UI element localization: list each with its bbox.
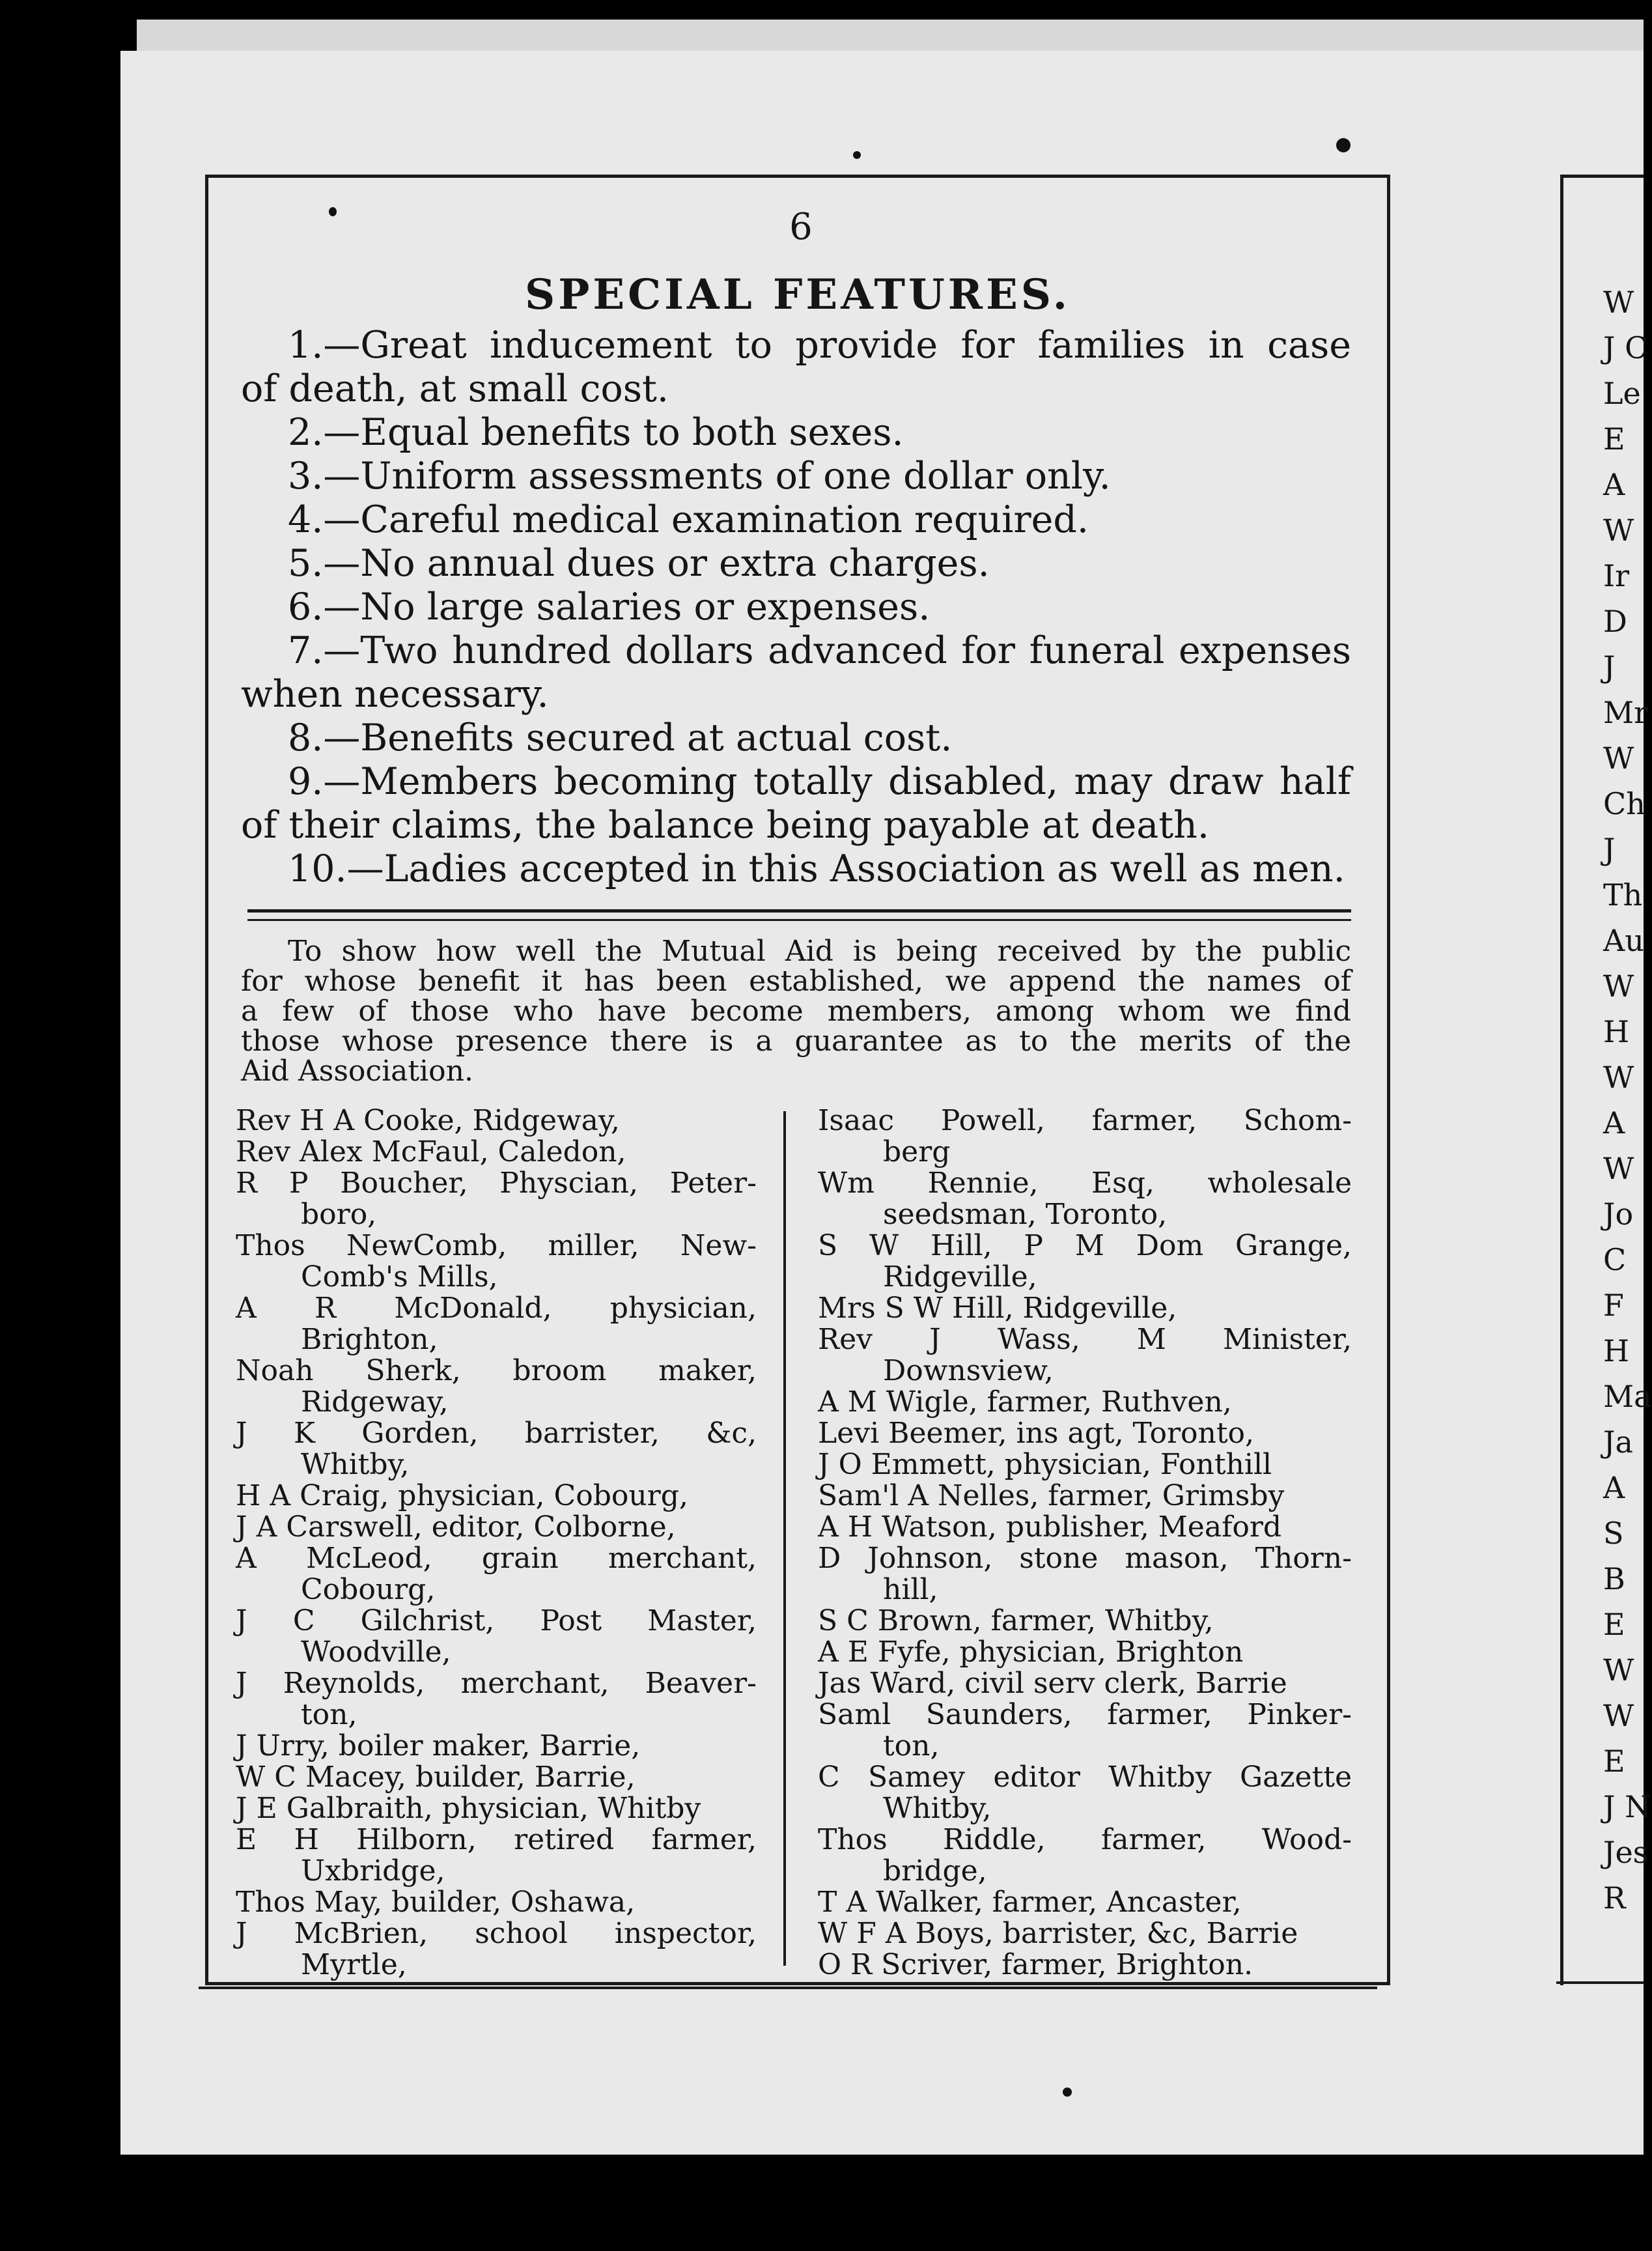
adjacent-page-fragment: W: [1603, 285, 1634, 320]
member-entry: Mrs S W Hill, Ridgeville,: [818, 1292, 1177, 1325]
adjacent-page-fragment: W: [1603, 969, 1634, 1004]
adjacent-page-fragment: E: [1603, 1744, 1625, 1779]
adjacent-page-top-rule: [1560, 175, 1644, 178]
feature-line: of their claims, the balance being payable at death.: [241, 804, 1209, 847]
member-entry: S W Hill, P M Dom Grange,: [818, 1229, 1352, 1262]
frame-bottom-rule: [199, 1987, 1377, 1989]
member-entry: J C Gilchrist, Post Master,: [236, 1604, 757, 1637]
ink-speck: [1336, 138, 1351, 152]
intro-line: for whose benefit it has been established, we append the names of: [241, 965, 1351, 998]
member-entry-continuation: bridge,: [883, 1854, 987, 1888]
member-entry-continuation: boro,: [301, 1198, 377, 1231]
adjacent-page-fragment: Mr: [1603, 695, 1649, 730]
member-entry: J A Carswell, editor, Colborne,: [236, 1510, 676, 1544]
adjacent-page-fragment: Ch: [1603, 786, 1645, 821]
member-entry: D Johnson, stone mason, Thorn-: [818, 1542, 1352, 1575]
column-divider: [783, 1111, 786, 1966]
adjacent-page-fragment: W: [1603, 741, 1634, 776]
double-rule: [247, 919, 1351, 921]
member-entry: T A Walker, farmer, Ancaster,: [818, 1886, 1242, 1919]
page-number: 6: [789, 206, 813, 248]
member-entry: Rev J Wass, M Minister,: [818, 1323, 1352, 1356]
feature-line: 6.—No large salaries or expenses.: [288, 586, 931, 629]
member-entry: Isaac Powell, farmer, Schom-: [818, 1104, 1352, 1137]
adjacent-page-fragment: Le: [1603, 376, 1641, 411]
member-entry: W F A Boys, barrister, &c, Barrie: [818, 1917, 1298, 1950]
member-entry-continuation: ton,: [301, 1698, 357, 1731]
members-right-column: [818, 1105, 1352, 1981]
adjacent-page-fragment: E: [1603, 1607, 1625, 1642]
feature-line: 9.—Members becoming totally disabled, may draw half: [288, 760, 1351, 803]
member-entry: Rev Alex McFaul, Caledon,: [236, 1135, 626, 1168]
adjacent-page-fragment: J C: [1603, 330, 1648, 365]
member-entry: R P Boucher, Physcian, Peter-: [236, 1167, 757, 1200]
adjacent-page-fragment: W: [1603, 1151, 1634, 1186]
features-list: [241, 324, 1351, 891]
adjacent-page-fragment: H: [1603, 1014, 1630, 1049]
adjacent-page-fragments: [1603, 285, 1652, 1928]
member-entry: J E Galbraith, physician, Whitby: [236, 1792, 701, 1825]
adjacent-page-fragment: D: [1603, 604, 1627, 639]
member-entry: A R McDonald, physician,: [236, 1292, 757, 1325]
feature-line: 3.—Uniform assessments of one dollar only.: [288, 455, 1111, 498]
members-left-column: [236, 1105, 757, 1981]
member-entry: Noah Sherk, broom maker,: [236, 1354, 757, 1387]
member-entry-continuation: Whitby,: [301, 1448, 410, 1481]
features-title: SPECIAL FEATURES.: [525, 270, 1071, 319]
member-entry: Jas Ward, civil serv clerk, Barrie: [818, 1667, 1287, 1700]
member-entry: Wm Rennie, Esq, wholesale: [818, 1167, 1352, 1200]
adjacent-page-left-rule: [1560, 175, 1563, 1985]
feature-line: 4.—Careful medical examination required.: [288, 498, 1089, 541]
member-entry-continuation: Woodville,: [301, 1635, 451, 1669]
intro-line: those whose presence there is a guarantee as to the merits of the: [241, 1025, 1351, 1058]
member-entry-continuation: Ridgeville,: [883, 1260, 1037, 1294]
adjacent-page-fragment: C: [1603, 1242, 1627, 1277]
member-entry: C Samey editor Whitby Gazette: [818, 1761, 1352, 1794]
member-entry: A M Wigle, farmer, Ruthven,: [818, 1385, 1232, 1419]
member-entry: Saml Saunders, farmer, Pinker-: [818, 1698, 1352, 1731]
member-entry: Thos Riddle, farmer, Wood-: [818, 1823, 1352, 1856]
member-entry: W C Macey, builder, Barrie,: [236, 1761, 636, 1794]
feature-line: of death, at small cost.: [241, 367, 669, 410]
intro-line: To show how well the Mutual Aid is being received by the public: [288, 935, 1351, 968]
adjacent-page-fragment: Jo: [1603, 1196, 1634, 1232]
feature-line: 2.—Equal benefits to both sexes.: [288, 411, 904, 454]
feature-line: 5.—No annual dues or extra charges.: [288, 542, 990, 585]
intro-line: Aid Association.: [241, 1055, 473, 1088]
member-entry: A H Watson, publisher, Meaford: [818, 1510, 1282, 1544]
adjacent-page-fragment: Ja: [1603, 1424, 1633, 1460]
member-entry: Thos NewComb, miller, New-: [236, 1229, 757, 1262]
member-entry-continuation: berg: [883, 1135, 951, 1168]
member-entry: J McBrien, school inspector,: [236, 1917, 757, 1950]
adjacent-page-fragment: Th: [1603, 877, 1643, 913]
adjacent-page-fragment: H: [1603, 1333, 1630, 1368]
member-entry: J Urry, boiler maker, Barrie,: [236, 1729, 641, 1763]
feature-line: 1.—Great inducement to provide for families in case: [288, 324, 1351, 367]
member-entry-continuation: Comb's Mills,: [301, 1260, 498, 1294]
member-entry: A McLeod, grain merchant,: [236, 1542, 757, 1575]
intro-paragraph: [241, 937, 1351, 1086]
feature-line: when necessary.: [241, 673, 549, 716]
adjacent-page-fragment: W: [1603, 1698, 1634, 1733]
member-entry: O R Scriver, farmer, Brighton.: [818, 1948, 1253, 1981]
adjacent-page-fragment: J: [1603, 832, 1616, 867]
adjacent-page-fragment: W: [1603, 1060, 1634, 1095]
member-entry: Levi Beemer, ins agt, Toronto,: [818, 1417, 1254, 1450]
adjacent-page-fragment: J: [1603, 649, 1616, 685]
member-entry: A E Fyfe, physician, Brighton: [818, 1635, 1244, 1669]
member-entry: Sam'l A Nelles, farmer, Grimsby: [818, 1479, 1285, 1512]
adjacent-page-fragment: S: [1603, 1516, 1624, 1551]
ink-speck: [853, 151, 861, 159]
adjacent-page-fragment: F: [1603, 1288, 1624, 1323]
adjacent-page-fragment: A: [1603, 467, 1625, 502]
member-entry: Rev H A Cooke, Ridgeway,: [236, 1104, 620, 1137]
member-entry-continuation: Ridgeway,: [301, 1385, 449, 1419]
member-entry: J Reynolds, merchant, Beaver-: [236, 1667, 757, 1700]
adjacent-page-fragment: R: [1603, 1880, 1626, 1916]
adjacent-page-fragment: W: [1603, 513, 1634, 548]
adjacent-page-fragment: B: [1603, 1561, 1625, 1596]
adjacent-page-fragment: A: [1603, 1470, 1625, 1505]
member-entry-continuation: Myrtle,: [301, 1948, 407, 1981]
feature-line: 10.—Ladies accepted in this Association as well as men.: [288, 847, 1345, 890]
adjacent-page-fragment: Ir: [1603, 558, 1630, 593]
adjacent-page-fragment: A: [1603, 1105, 1625, 1140]
feature-line: 7.—Two hundred dollars advanced for funeral expenses: [288, 629, 1351, 672]
feature-line: 8.—Benefits secured at actual cost.: [288, 716, 953, 759]
member-entry: J K Gorden, barrister, &c,: [236, 1417, 757, 1450]
member-entry-continuation: Downsview,: [883, 1354, 1054, 1387]
member-entry: E H Hilborn, retired farmer,: [236, 1823, 757, 1856]
member-entry-continuation: Whitby,: [883, 1792, 992, 1825]
adjacent-page-fragment: W: [1603, 1652, 1634, 1688]
member-entry-continuation: ton,: [883, 1729, 940, 1763]
ink-speck: [1063, 2088, 1072, 2097]
adjacent-page-fragment: Au: [1603, 923, 1644, 958]
member-entry-continuation: Brighton,: [301, 1323, 438, 1356]
adjacent-page-fragment: Ma: [1603, 1379, 1652, 1414]
member-entry-continuation: hill,: [883, 1573, 938, 1606]
member-entry: H A Craig, physician, Cobourg,: [236, 1479, 688, 1512]
adjacent-page-fragment: Jes: [1603, 1835, 1649, 1870]
member-entry-continuation: Cobourg,: [301, 1573, 436, 1606]
adjacent-page-fragment: E: [1603, 421, 1625, 457]
member-entry: J O Emmett, physician, Fonthill: [818, 1448, 1272, 1481]
member-entry-continuation: Uxbridge,: [301, 1854, 445, 1888]
member-entry-continuation: seedsman, Toronto,: [883, 1198, 1168, 1231]
double-rule: [247, 909, 1351, 913]
adjacent-page-fragment: J N: [1603, 1789, 1651, 1824]
member-entry: Thos May, builder, Oshawa,: [236, 1886, 636, 1919]
intro-line: a few of those who have become members, among whom we find: [241, 995, 1351, 1028]
adjacent-page-bottom-rule: [1556, 1981, 1644, 1984]
member-entry: S C Brown, farmer, Whitby,: [818, 1604, 1214, 1637]
